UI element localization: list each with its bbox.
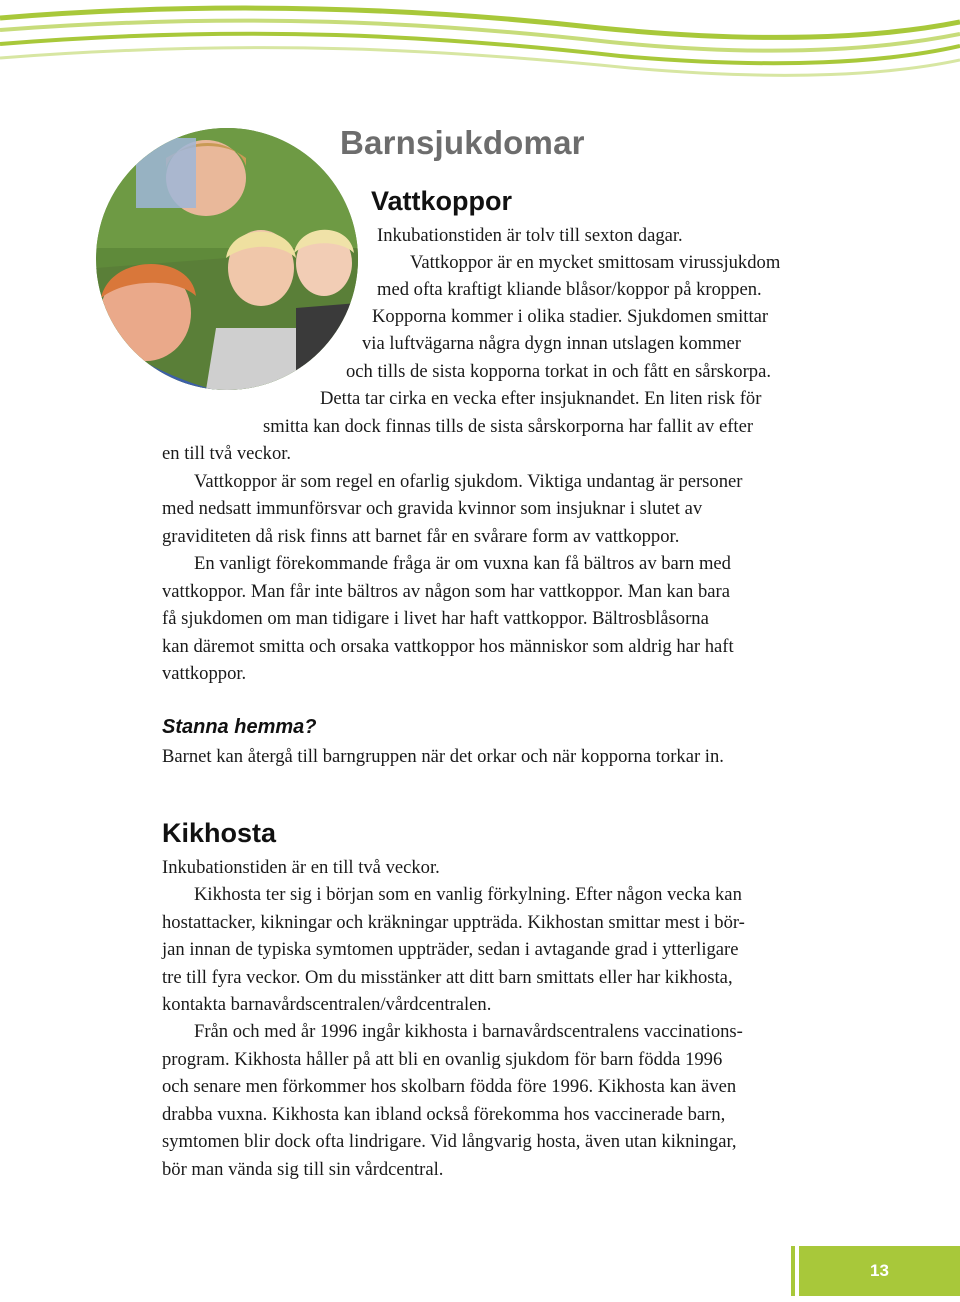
text-line: och senare men förkommer hos skolbarn födda före 1996. Kikhosta kan även [162,1076,737,1097]
text-line: tre till fyra veckor. Om du misstänker att ditt barn smittats eller har kikhosta, [162,967,733,988]
text-line: Detta tar cirka en vecka efter insjuknandet. En liten risk för [320,388,762,409]
text-line: en till två veckor. [162,443,292,464]
header-wave-decoration [0,0,960,90]
text-line: Inkubationstiden är en till två veckor. [162,857,440,878]
text-line: kontakta barnavårdscentralen/vårdcentralen. [162,994,492,1015]
page-title: Barnsjukdomar [340,124,585,161]
text-line: smitta kan dock finnas tills de sista sårskorporna har fallit av efter [263,416,754,437]
text-line: symtomen blir dock ofta lindrigare. Vid långvarig hosta, även utan kikningar, [162,1131,737,1152]
text-line: Vattkoppor är som regel en ofarlig sjukdom. Viktiga undantag är personer [194,471,743,492]
text-line: drabba vuxna. Kikhosta kan ibland också förekomma hos vaccinerade barn, [162,1104,726,1125]
text-line: Från och med år 1996 ingår kikhosta i barnavårdscentralens vaccinations- [194,1021,743,1042]
text-line: bör man vända sig till sin vårdcentral. [162,1159,444,1180]
text-line: Kopporna kommer i olika stadier. Sjukdomen smittar [372,306,769,327]
text-line: graviditeten då risk finns att barnet får en svårare form av vattkoppor. [162,526,680,547]
text-line: och tills de sista kopporna torkat in och fått en sårskorpa. [346,361,771,382]
text-line: Kikhosta ter sig i början som en vanlig förkylning. Efter någon vecka kan [194,884,742,905]
text-line: kan däremot smitta och orsaka vattkoppor hos människor som aldrig har haft [162,636,734,657]
page-number: 13 [799,1246,960,1296]
text-line: Inkubationstiden är tolv till sexton dagar. [377,225,683,246]
text-line: vattkoppor. Man får inte bältros av någon som har vattkoppor. Man kan bara [162,581,730,602]
text-line: med ofta kraftigt kliande blåsor/koppor på kroppen. [377,279,762,300]
text-line: Vattkoppor är en mycket smittosam virussjukdom [410,252,781,273]
text-line: hostattacker, kikningar och kräkningar uppträda. Kikhostan smittar mest i bör- [162,912,745,933]
children-photo [96,128,358,390]
text-line: En vanligt förekommande fråga är om vuxna kan få bältros av barn med [194,553,731,574]
text-line: program. Kikhosta håller på att bli en ovanlig sjukdom för barn födda 1996 [162,1049,723,1070]
page-number-accent-bar [791,1246,795,1296]
text-line: jan innan de typiska symtomen uppträder, sedan i avtagande grad i ytterligare [162,939,739,960]
text-line: via luftvägarna några dygn innan utslagen kommer [362,333,741,354]
stanna-hemma-text: Barnet kan återgå till barngruppen när det orkar och när kopporna torkar in. [162,746,724,767]
section-heading-vattkoppor: Vattkoppor [371,186,513,216]
text-line: få sjukdomen om man tidigare i livet har haft vattkoppor. Bältrosblåsorna [162,608,709,629]
subheading-stanna-hemma: Stanna hemma? [162,716,317,738]
text-line: vattkoppor. [162,663,247,684]
text-line: med nedsatt immunförsvar och gravida kvinnor som insjuknar i slutet av [162,498,703,519]
section-heading-kikhosta: Kikhosta [162,818,277,848]
